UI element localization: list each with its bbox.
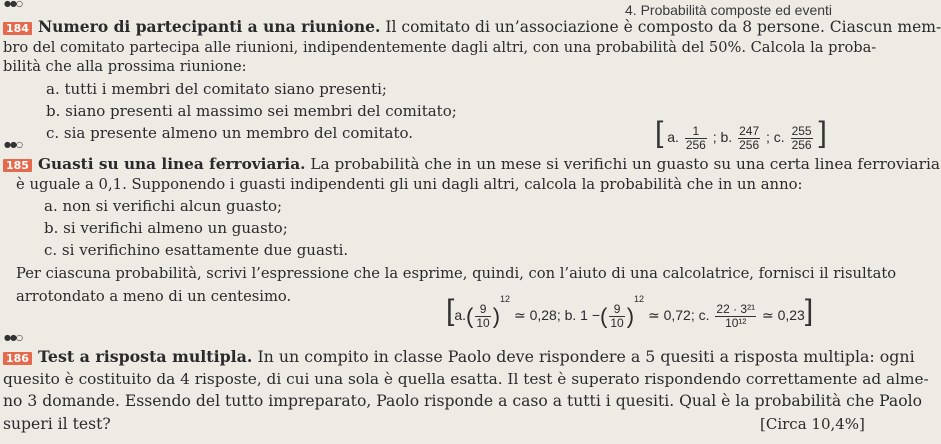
exercise-186-line1: 186 Test a risposta multipla. In un compito in classe Paolo deve rispondere a 5 quesiti a risposta multipla: ogni [3, 348, 915, 366]
section-header: 4. Probabilità composte ed eventi [625, 2, 833, 18]
exercise-185-line2: è uguale a 0,1. Supponendo i guasti indipendenti gli uni dagli altri, calcola la probabilità che in un anno: [16, 176, 803, 193]
exercise-185-note-1: Per ciascuna probabilità, scrivi l’espressione che la esprime, quindi, con l’aiuto di una calcolatrice, fornisci il risultato [16, 265, 897, 282]
exercise-185-item-a: a. non si verifichi alcun guasto; [44, 197, 283, 215]
exercise-186-line3: no 3 domande. Essendo del tutto impreparato, Paolo risponde a caso a tutti i quesiti. Qual è la probabilità che Paolo [3, 392, 922, 410]
exercise-184-item-a: a. tutti i membri del comitato siano presenti; [46, 80, 387, 98]
exercise-185-line1: 185 Guasti su una linea ferroviaria. La probabilità che in un mese si verifichi un guasto su una certa linea ferroviaria [3, 155, 940, 173]
exercise-184-answer: [ a. $\frac{1}{256}$ ; b. $\frac{247}{256}$ ; c. $\frac{255}{256}$ ] [655, 116, 827, 152]
exercise-185-item-b: b. si verifichi almeno un guasto; [44, 219, 288, 237]
exercise-title: Guasti su una linea ferroviaria. [37, 155, 306, 173]
exercise-184-line2: bro del comitato partecipa alle riunioni, indipendentemente dagli altri, con una probabilità del 50%. Calcola la proba- [3, 39, 877, 56]
exercise-185-item-c: c. si verifichino esattamente due guasti. [44, 241, 349, 259]
exercise-184-line1: 184 Numero di partecipanti a una riunione. Il comitato di un’associazione è composto da 8 persone. Ciascun mem- [3, 18, 941, 36]
exercise-184-item-c: c. sia presente almeno un membro del comitato. [46, 124, 414, 142]
exercise-number: 184 [3, 22, 32, 35]
exercise-185-note-2: arrotondato a meno di un centesimo. [16, 288, 292, 305]
exercise-186-line4: superi il test? [3, 415, 111, 433]
exercise-title: Numero di partecipanti a una riunione. [37, 17, 381, 36]
exercise-184-item-b: b. siano presenti al massimo sei membri del comitato; [46, 102, 457, 120]
exercise-number: 186 [3, 352, 32, 365]
exercise-number: 185 [3, 159, 32, 172]
exercise-186-line2: quesito è costituito da 4 risposte, di cui una sola è quella esatta. Il test è superato rispondendo correttamente ad alme- [3, 370, 929, 388]
difficulty-dots-top: ●●○ [4, 0, 22, 8]
exercise-186-answer: [Circa 10,4%] [760, 415, 865, 433]
exercise-186-dots: ●●○ [4, 333, 22, 342]
exercise-185-dots: ●●○ [4, 140, 22, 149]
exercise-title: Test a risposta multipla. [37, 347, 253, 366]
exercise-184-line3: bilità che alla prossima riunione: [3, 58, 247, 75]
exercise-185-answer: [a.( $\frac{9}{10}$ )$^{12}$ ≃ 0,28; b. 1 −( $\frac{9}{10}$ )$^{12}$ ≃ 0,72; c. $\frac{\text{22 · 3²¹}}{\text{10¹²}}$ ≃ 0,23] [446, 294, 814, 330]
